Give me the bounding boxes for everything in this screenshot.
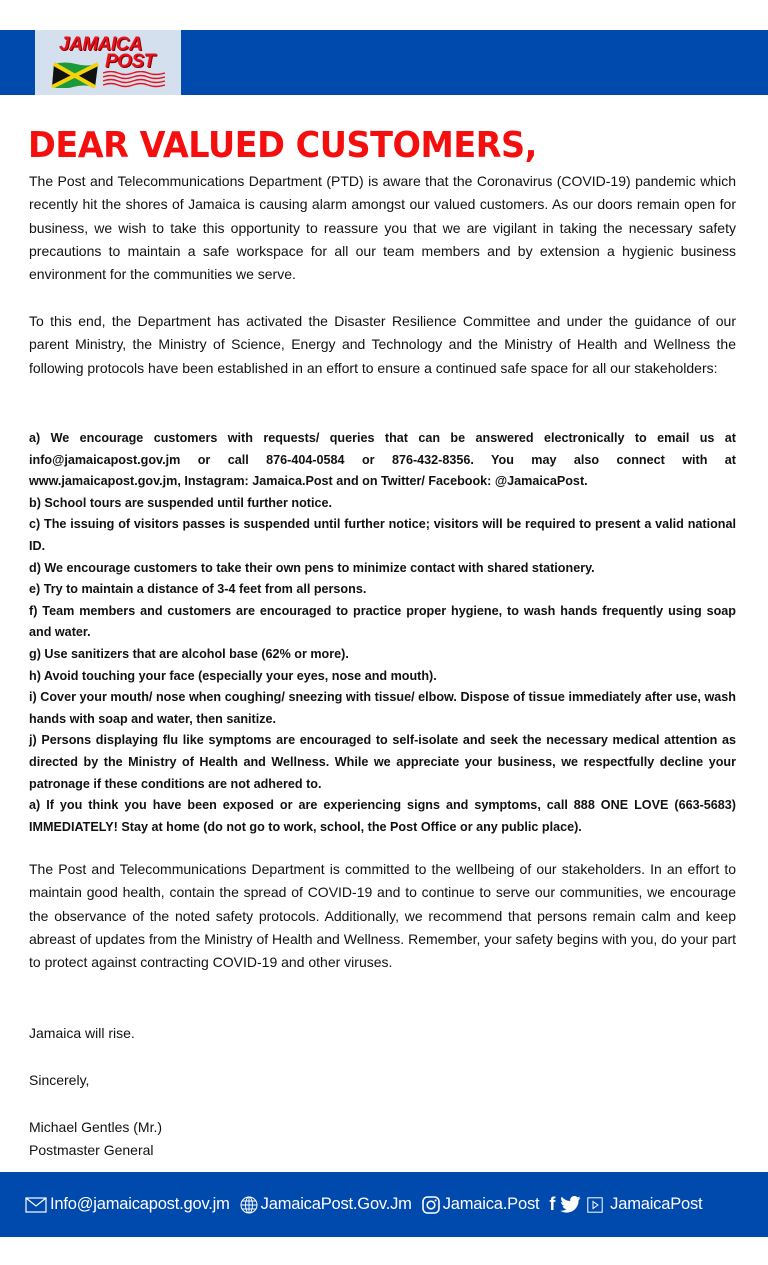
protocol-item: a) We encourage customers with requests/ queries that can be answered electronically to email us at info@jamaicapost.gov.jm or call 876-404-0584 or 876-432-8356. You may also connect with at www.jamaicapost.gov.jm, Instagram: Jamaica.Post and on Twitter/ Facebook: @JamaicaPost.: [29, 431, 736, 489]
signatory-title: Postmaster General: [29, 1142, 154, 1158]
letter-title: DEAR VALUED CUSTOMERS,: [28, 125, 537, 166]
protocol-item: h) Avoid touching your face (especially your eyes, nose and mouth).: [29, 668, 437, 683]
protocol-item: c) The issuing of visitors passes is suspended until further notice; visitors will be required to present a valid national ID.: [29, 517, 736, 553]
footer-social-text: JamaicaPost: [610, 1195, 703, 1213]
protocol-item: f) Team members and customers are encouraged to practice proper hygiene, to wash hands frequently using soap and water.: [29, 603, 736, 640]
signoff: Sincerely,: [29, 1072, 90, 1088]
facebook-icon: f: [549, 1194, 556, 1214]
protocol-item: e) Try to maintain a distance of 3-4 feet from all persons.: [29, 582, 367, 597]
footer-instagram-text: Jamaica.Post: [442, 1195, 540, 1213]
youtube-icon: [587, 1197, 603, 1213]
closing-paragraph: The Post and Telecommunications Department is committed to the wellbeing of our stakeholders. In an effort to maintain good health, contain the spread of COVID-19 and to continue to serve our communities, we encourage the observance of the noted safety protocols. Additionally, we recommend that persons remain calm and keep abreast of updates from the Ministry of Health and Wellness. Remember, your safety begins with you, do your part to protect against contracting COVID-19 and other viruses.: [29, 861, 736, 971]
footer-email-text: Info@jamaicapost.gov.jm: [50, 1195, 230, 1213]
logo-text-post: POST: [105, 51, 155, 72]
protocols-intro-paragraph: To this end, the Department has activated the Disaster Resilience Committee and under the guidance of our parent Ministry, the Ministry of Science, Energy and Technology and the Ministry of Health and Wellness the following protocols have been established in an effort to ensure a continued safe space for all our stakeholders:: [29, 313, 736, 376]
protocol-item: g) Use sanitizers that are alcohol base (62% or more).: [29, 646, 349, 661]
footer-social[interactable]: [549, 1194, 702, 1215]
footer-website-text: JamaicaPost.Gov.Jm: [260, 1195, 412, 1213]
logo-text-jamaica: JAMAICA: [59, 34, 143, 55]
protocols-list: [29, 428, 736, 838]
protocol-item: i) Cover your mouth/ nose when coughing/ sneezing with tissue/ elbow. Dispose of tissue immediately after use, wash hands with soap and water, then sanitize.: [29, 690, 736, 726]
jamaica-flag-icon: [51, 61, 99, 88]
protocol-item: a) If you think you have been exposed or are experiencing signs and symptoms, call 888 ONE LOVE (663-5683) IMMEDIATELY! Stay at home (do not go to work, school, the Post Office or any public place).: [29, 798, 736, 834]
twitter-icon: [560, 1196, 581, 1213]
footer-contact-bar: [0, 1172, 768, 1237]
footer-instagram[interactable]: [422, 1195, 540, 1214]
protocol-item: d) We encourage customers to take their own pens to minimize contact with shared stationery.: [29, 560, 595, 575]
globe-icon: [240, 1196, 258, 1214]
intro-paragraph: The Post and Telecommunications Department (PTD) is aware that the Coronavirus (COVID-19) pandemic which recently hit the shores of Jamaica is causing alarm amongst our valued customers. As our doors remain open for business, we wish to take this opportunity to reassure you that we are vigilant in taking the necessary safety precautions to maintain a safe workspace for all our team members and by extension a hygienic business environment for the communities we serve.: [29, 173, 736, 283]
footer-website[interactable]: [240, 1195, 412, 1214]
logo-waves-icon: [103, 71, 165, 89]
footer-email[interactable]: [25, 1195, 230, 1214]
instagram-icon: [422, 1196, 440, 1214]
signatory-name: Michael Gentles (Mr.): [29, 1119, 163, 1135]
slogan: Jamaica will rise.: [29, 1025, 135, 1041]
jamaica-post-logo: [35, 30, 181, 95]
protocol-item: j) Persons displaying flu like symptoms are encouraged to self-isolate and seek the necessary medical attention as directed by the Ministry of Health and Wellness. While we appreciate your business, we respectfully decline your patronage if these conditions are not adhered to.: [29, 733, 736, 791]
envelope-icon: [25, 1197, 47, 1213]
protocol-item: b) School tours are suspended until further notice.: [29, 495, 332, 510]
